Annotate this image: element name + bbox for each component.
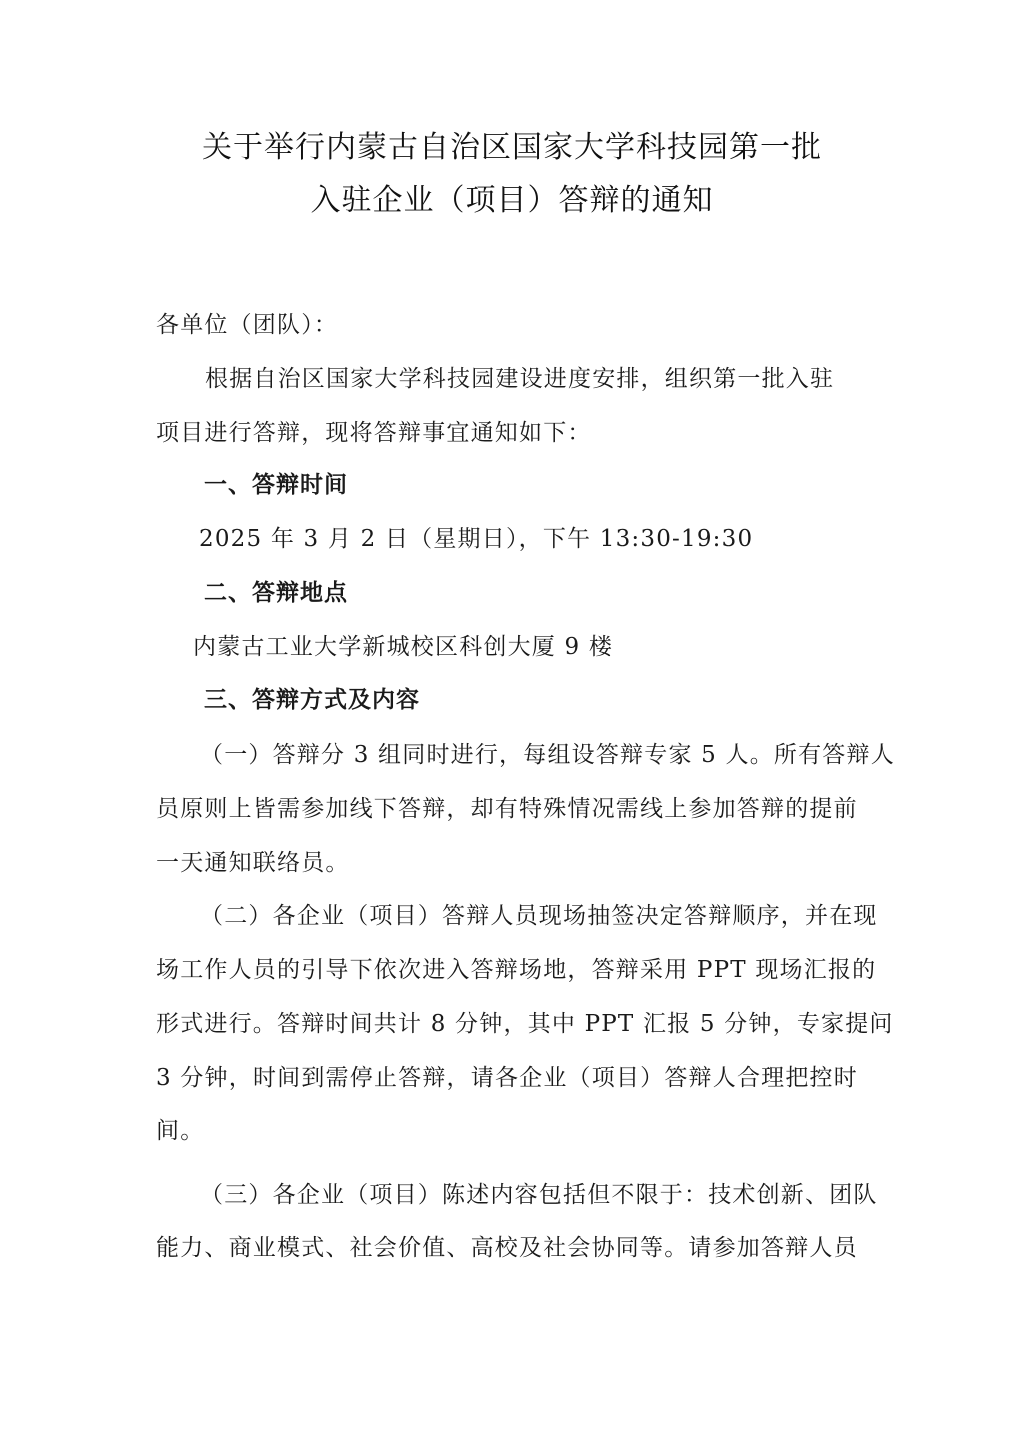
- section-3-p1-line-1: （一）答辩分 3 组同时进行，每组设答辩专家 5 人。所有答辩人: [200, 742, 895, 768]
- section-3-p3-line-2: 能力、商业模式、社会价值、高校及社会协同等。请参加答辩人员: [156, 1235, 858, 1261]
- section-1-heading: 一、答辩时间: [204, 472, 348, 498]
- section-3-p2-line-2: 场工作人员的引导下依次进入答辩场地，答辩采用 PPT 现场汇报的: [156, 957, 877, 983]
- section-3-p1-line-2: 员原则上皆需参加线下答辩，却有特殊情况需线上参加答辩的提前: [156, 796, 858, 822]
- intro-line-2: 项目进行答辩，现将答辩事宜通知如下：: [156, 420, 592, 446]
- section-3-p3-line-1: （三）各企业（项目）陈述内容包括但不限于：技术创新、团队: [200, 1182, 878, 1208]
- section-3-p2-line-4: 3 分钟，时间到需停止答辩，请各企业（项目）答辩人合理把控时: [156, 1065, 858, 1091]
- document-title-line-1: 关于举行内蒙古自治区国家大学科技园第一批: [202, 130, 822, 165]
- intro-line-1: 根据自治区国家大学科技园建设进度安排，组织第一批入驻: [205, 366, 835, 392]
- section-2-content: 内蒙古工业大学新城校区科创大厦 9 楼: [193, 634, 614, 660]
- section-3-p2-line-3: 形式进行。答辩时间共计 8 分钟，其中 PPT 汇报 5 分钟，专家提问: [156, 1011, 894, 1037]
- section-3-p1-line-3: 一天通知联络员。: [156, 850, 350, 876]
- section-3-p2-line-5: 间。: [156, 1118, 205, 1144]
- section-1-content: 2025 年 3 月 2 日（星期日），下午 13:30-19:30: [199, 526, 754, 552]
- section-3-heading: 三、答辩方式及内容: [204, 687, 420, 713]
- document-title-line-2: 入驻企业（项目）答辩的通知: [310, 183, 714, 218]
- section-3-p2-line-1: （二）各企业（项目）答辩人员现场抽签决定答辩顺序，并在现: [200, 903, 878, 929]
- section-2-heading: 二、答辩地点: [204, 580, 348, 606]
- salutation: 各单位（团队）：: [156, 312, 339, 338]
